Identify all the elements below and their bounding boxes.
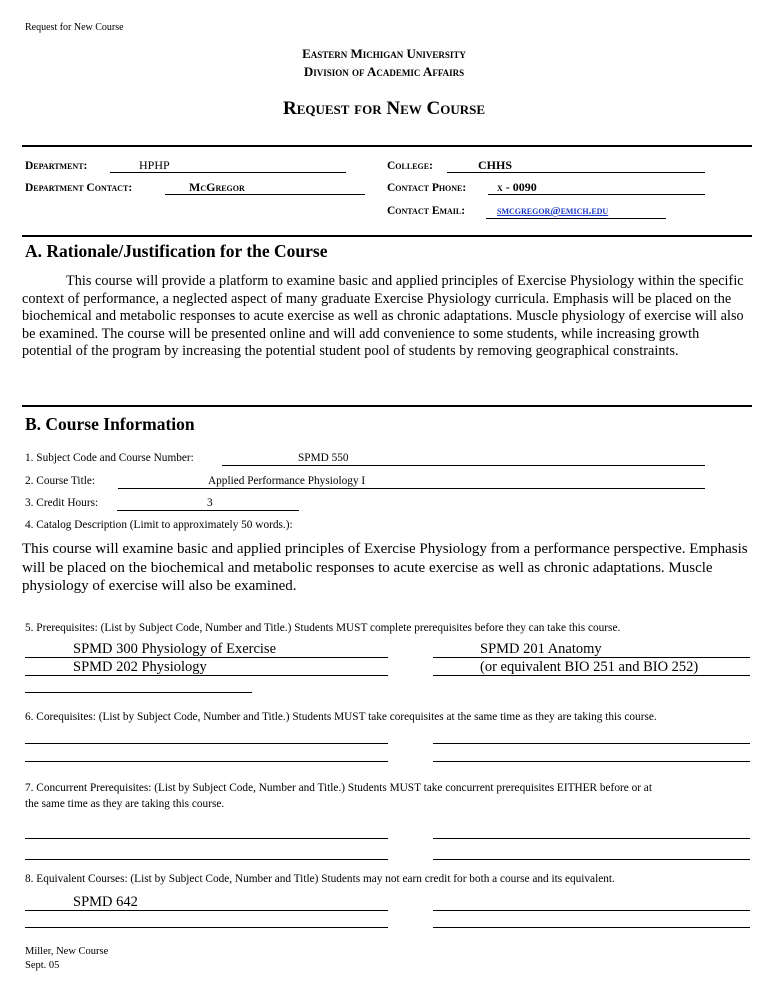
- department-label: Department:: [25, 160, 88, 172]
- section-b-heading: B. Course Information: [25, 414, 195, 434]
- college-value[interactable]: CHHS: [478, 158, 513, 172]
- equiv-left-line-2[interactable]: [25, 927, 388, 928]
- dept-contact-underline: [165, 194, 365, 195]
- course-title-underline: [118, 488, 705, 489]
- coreq-label: 6. Corequisites: (List by Subject Code, Number and Title.) Students MUST take corequisites at the same time as they are taking this course.: [25, 711, 657, 723]
- prereq-right-line-2: [433, 675, 750, 676]
- equiv-right-line-2[interactable]: [433, 927, 750, 928]
- divider: [22, 405, 752, 407]
- phone-underline: [488, 194, 705, 195]
- catalog-description: This course will examine basic and applied principles of Exercise Physiology from a performance perspective. Emphasis will be placed on the biochemical and metabolic responses to acute exercise as well as chronic adaptations. Muscle physiology of exercise will also be examined.: [22, 541, 748, 594]
- concurrent-right-line-2[interactable]: [433, 859, 750, 860]
- email-underline: [486, 218, 666, 219]
- rationale-paragraph: This course will provide a platform to examine basic and applied principles of Exercise Physiology within the specific context of performance, a neglected aspect of many graduate Exercise Physiology curricula. Emphasis will be placed on the biochemical and metabolic responses to acute exercise as well as chronic adaptations. Muscle physiology of exercise will also be examined. The course will be presented online and will add convenience to some students, while increasing growth potential of the program by increasing the potential student pool of students by removing geographical constraints.: [22, 273, 744, 359]
- equiv-label: 8. Equivalent Courses: (List by Subject Code, Number and Title) Students may not earn credit for both a course and its equivalent.: [25, 873, 615, 885]
- dept-contact-label: Department Contact:: [25, 182, 133, 194]
- form-title: Request for New Course: [282, 98, 486, 119]
- email-link[interactable]: smcgregor@emich.edu: [497, 205, 609, 217]
- section-a-heading: A. Rationale/Justification for the Course: [25, 241, 328, 261]
- course-title-value[interactable]: Applied Performance Physiology I: [208, 475, 366, 487]
- college-underline: [447, 172, 705, 173]
- course-title-label: 2. Course Title:: [25, 475, 95, 487]
- concurrent-label-line1: 7. Concurrent Prerequisites: (List by Subject Code, Number and Title.) Students MUST take concurrent prerequisites EITHER before or at: [25, 782, 652, 794]
- subject-code-value[interactable]: SPMD 550: [298, 452, 349, 464]
- phone-value[interactable]: x - 0090: [497, 180, 537, 194]
- department-value[interactable]: HPHP: [139, 158, 170, 172]
- concurrent-left-line-1[interactable]: [25, 838, 388, 839]
- prereq-left-line-3: [25, 692, 252, 693]
- prereq-left-line-1: [25, 657, 388, 658]
- divider: [22, 235, 752, 237]
- footer-date: Sept. 05: [25, 960, 60, 971]
- prereq-left-1[interactable]: SPMD 300 Physiology of Exercise: [73, 641, 276, 657]
- prereq-right-2[interactable]: (or equivalent BIO 251 and BIO 252): [480, 659, 699, 675]
- subject-code-label: 1. Subject Code and Course Number:: [25, 452, 194, 464]
- coreq-left-line-2[interactable]: [25, 761, 388, 762]
- divider: [22, 145, 752, 147]
- phone-label: Contact Phone:: [387, 182, 467, 194]
- email-label: Contact Email:: [387, 205, 466, 217]
- equiv-left-line-1: [25, 910, 388, 911]
- prereq-label: 5. Prerequisites: (List by Subject Code, Number and Title.) Students MUST complete prerequisites before they can take this course.: [25, 622, 621, 634]
- coreq-right-line-2[interactable]: [433, 761, 750, 762]
- footer-author: Miller, New Course: [25, 946, 109, 957]
- college-label: College:: [387, 160, 433, 172]
- department-underline: [110, 172, 346, 173]
- prereq-left-line-2: [25, 675, 388, 676]
- university-name: Eastern Michigan University: [302, 46, 466, 61]
- subject-code-underline: [222, 465, 705, 466]
- concurrent-label-line2: the same time as they are taking this course.: [25, 798, 225, 810]
- concurrent-right-line-1[interactable]: [433, 838, 750, 839]
- prereq-right-line-1: [433, 657, 750, 658]
- coreq-right-line-1[interactable]: [433, 743, 750, 744]
- dept-contact-value[interactable]: McGregor: [189, 180, 245, 194]
- division-name: Division of Academic Affairs: [303, 64, 465, 79]
- coreq-left-line-1[interactable]: [25, 743, 388, 744]
- catalog-label: 4. Catalog Description (Limit to approximately 50 words.):: [25, 519, 293, 531]
- concurrent-left-line-2[interactable]: [25, 859, 388, 860]
- credit-hours-underline: [117, 510, 299, 511]
- prereq-left-2[interactable]: SPMD 202 Physiology: [73, 659, 207, 675]
- prereq-right-1[interactable]: SPMD 201 Anatomy: [480, 641, 602, 657]
- running-header: Request for New Course: [25, 22, 124, 33]
- credit-hours-label: 3. Credit Hours:: [25, 497, 99, 509]
- equiv-value[interactable]: SPMD 642: [73, 894, 138, 910]
- credit-hours-value[interactable]: 3: [207, 497, 213, 509]
- equiv-right-line-1[interactable]: [433, 910, 750, 911]
